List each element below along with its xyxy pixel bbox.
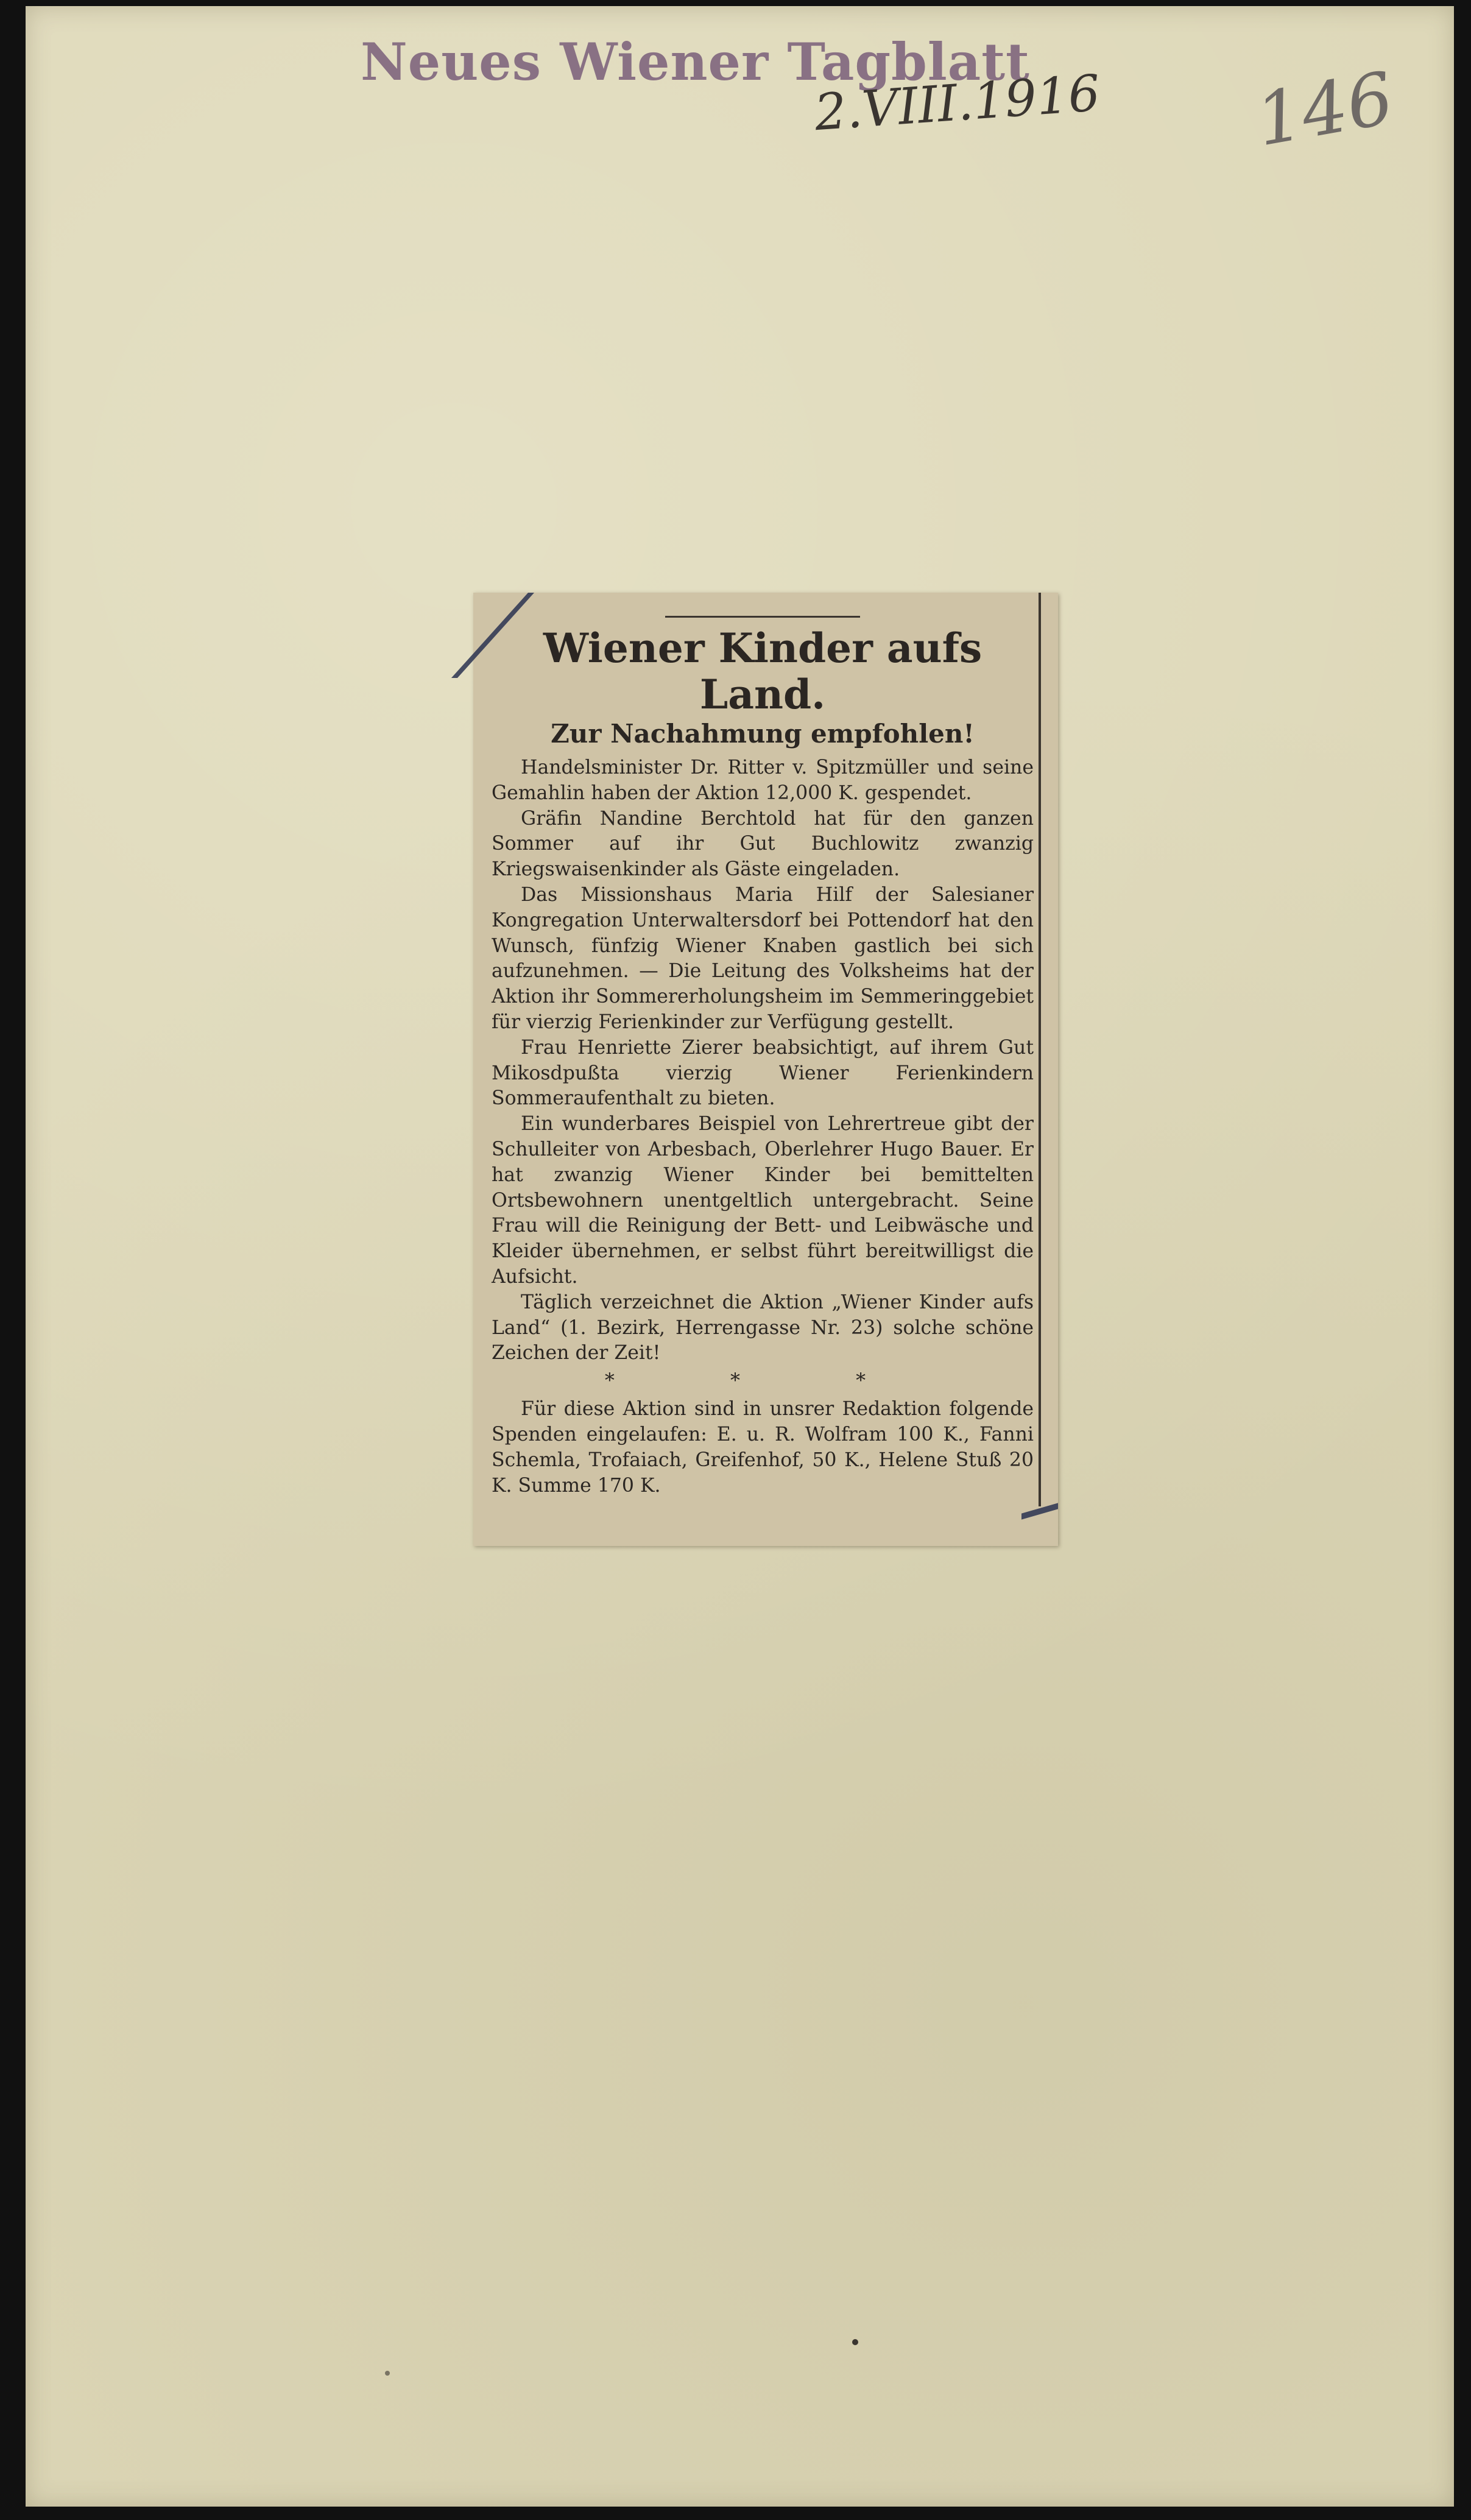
newspaper-clipping <box>473 593 1058 1546</box>
article-body <box>492 755 1034 1498</box>
headline-rule <box>665 616 860 618</box>
paper-speck <box>852 2339 858 2345</box>
article-paragraph: Handelsminister Dr. Ritter v. Spitzmüller und seine Gemahlin haben der Aktion 12,000 K. gespendet. <box>492 757 1034 804</box>
article-paragraph: Ein wunderbares Beispiel von Lehrertreue gibt der Schulleiter von Arbesbach, Oberlehrer Hugo Bauer. Er hat zwanzig Wiener Kinder bei bemittelten Ortsbewohnern unentgeltlich untergebracht. Seine Frau will die Reinigung der Bett- und Leibwäsche und Kleider übernehmen, er selbst führt bereitwilligst die Aufsicht. <box>492 1113 1034 1288</box>
article-paragraph: Gräfin Nandine Berchtold hat für den ganzen Sommer auf ihr Gut Buchlowitz zwanzig Kriegswaisenkinder als Gäste eingeladen. <box>492 807 1034 881</box>
archive-sheet <box>26 6 1454 2507</box>
article-paragraph: Täglich verzeichnet die Aktion „Wiener Kinder aufs Land“ (1. Bezirk, Herrengasse Nr. 23) solche schöne Zeichen der Zeit! <box>492 1291 1034 1364</box>
handwritten-folio-number: 146 <box>1249 55 1400 163</box>
article-headline: Wiener Kinder aufs Land. <box>543 624 982 718</box>
article-paragraph: Frau Henriette Zierer beabsichtigt, auf ihrem Gut Mikosdpußta vierzig Wiener Ferienkindern Sommeraufenthalt zu bieten. <box>492 1036 1034 1110</box>
newspaper-stamp: Neues Wiener Tagblatt <box>361 32 1030 92</box>
column-rule <box>1039 593 1041 1506</box>
paper-speck <box>385 2371 390 2376</box>
article-subheadline: Zur Nachahmung empfohlen! <box>551 719 975 749</box>
section-separator: * * * <box>604 1369 921 1392</box>
donations-paragraph: Für diese Aktion sind in unsrer Redaktion folgende Spenden eingelaufen: E. u. R. Wolfram 100 K., Fanni Schemla, Trofaiach, Greifenhof, 50 K., Helene Stuß 20 K. Summe 170 K. <box>492 1398 1034 1497</box>
article-paragraph: Das Missionshaus Maria Hilf der Salesianer Kongregation Unterwaltersdorf bei Pottendorf hat den Wunsch, fünfzig Wiener Knaben gastlich bei sich aufzunehmen. — Die Leitung des Volksheims hat der Aktion ihr Sommererholungsheim im Semmeringgebiet für vierzig Ferienkinder zur Verfügung gestellt. <box>492 883 1034 1033</box>
handwritten-date: 2.VIII.1916 <box>813 64 1102 143</box>
